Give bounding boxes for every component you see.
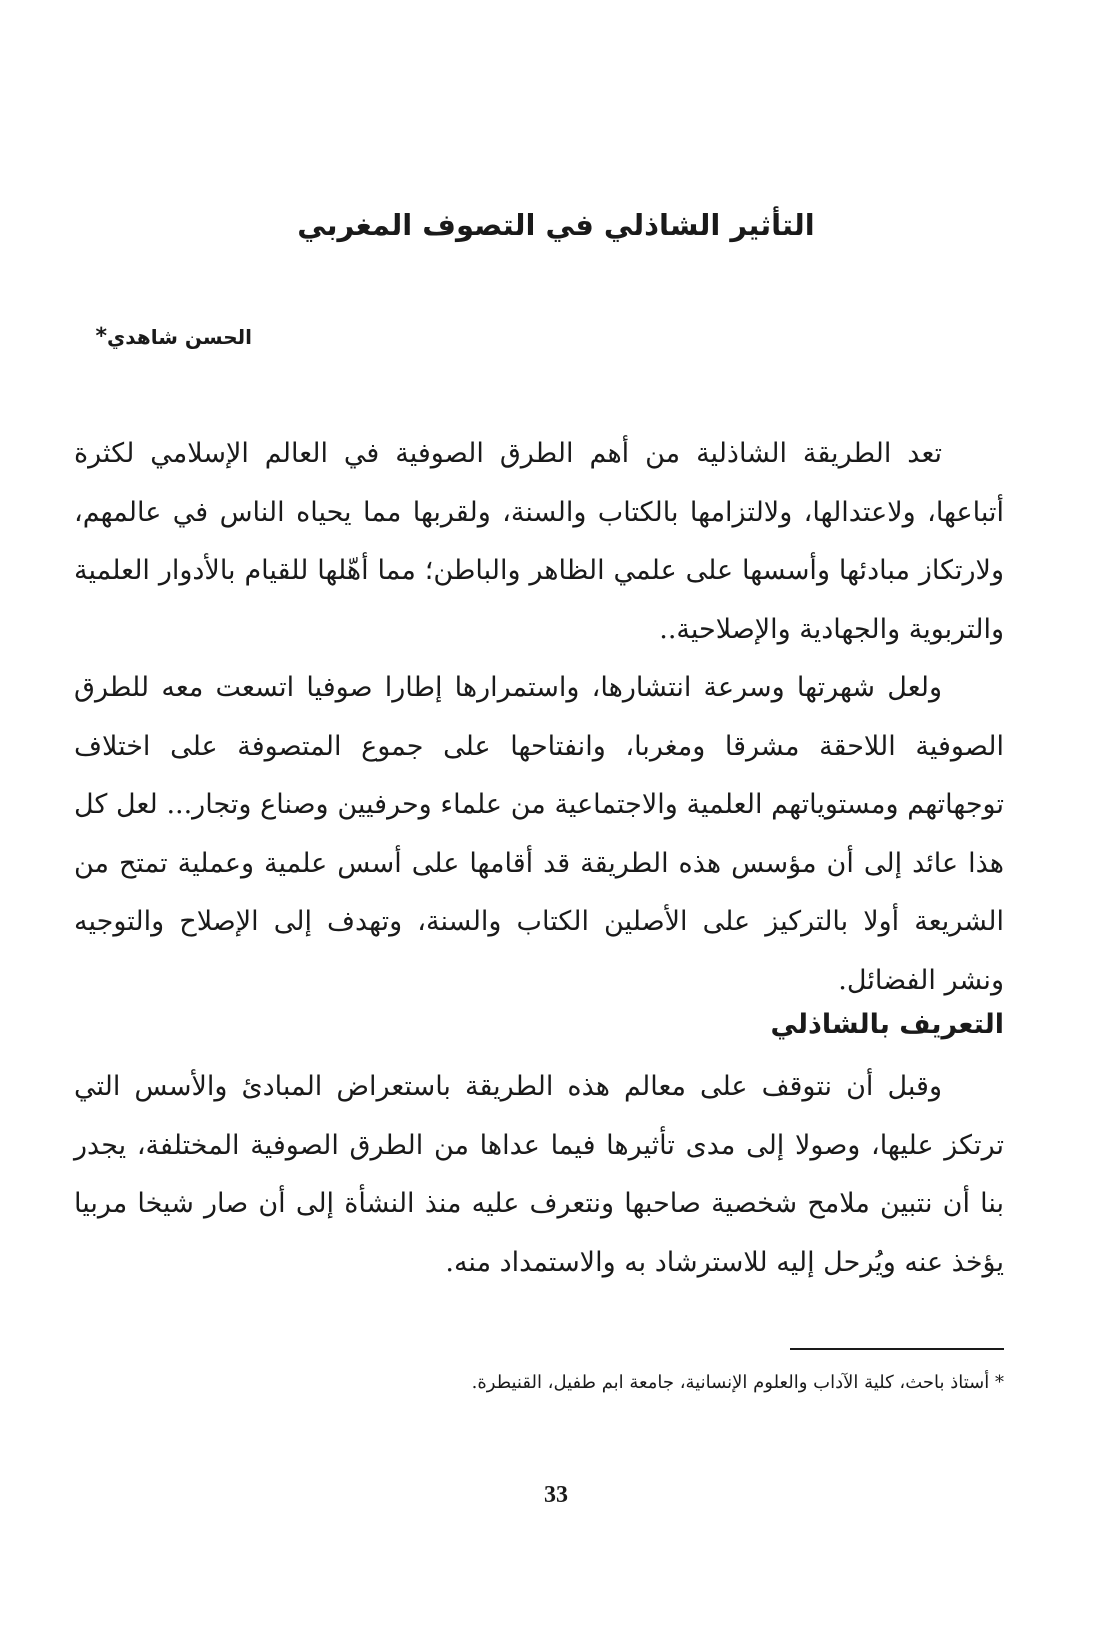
section-heading: التعريف بالشاذلي bbox=[770, 1009, 1004, 1040]
intro-paragraph-2: ولعل شهرتها وسرعة انتشارها، واستمرارها إطارا صوفيا اتسعت معه للطرق الصوفية اللاحقة مشرقا ومغربا، وانفتاحها على جموع المتصوفة على اختلاف توجهاتهم ومستوياتهم العلمية والاجتماعية من علماء وحرفيين وصناع وتجار... لعل كل هذا عائد إلى أن مؤسس هذه الطريقة قد أقامها على أسس علمية وعملية تمتح من الشريعة أولا بالتركيز على الأصلين الكتاب والسنة، وتهدف إلى الإصلاح والتوجيه ونشر الفضائل. bbox=[74, 672, 1004, 996]
intro-paragraph-1: تعد الطريقة الشاذلية من أهم الطرق الصوفية في العالم الإسلامي لكثرة أتباعها، ولاعتدالها، ولالتزامها بالكتاب والسنة، ولقربها مما يحياه الناس في عالمهم، ولارتكاز مبادئها وأسسها على علمي الظاهر والباطن؛ مما أهّلها للقيام بالأدوار العلمية والتربوية والجهادية والإصلاحية.. bbox=[74, 438, 1004, 645]
intro-section bbox=[74, 425, 1004, 1010]
footnote: * أستاذ باحث، كلية الآداب والعلوم الإنسانية، جامعة ابم طفيل، القنيطرة. bbox=[471, 1372, 1004, 1393]
page-number: 33 bbox=[544, 1482, 568, 1508]
section-paragraph-1: وقبل أن نتوقف على معالم هذه الطريقة باستعراض المبادئ والأسس التي ترتكز عليها، وصولا إلى مدى تأثيرها فيما عداها من الطرق الصوفية المختلفة، يجدر بنا أن نتبين ملامح شخصية صاحبها ونتعرف عليه منذ النشأة إلى أن صار شيخا مربيا يؤخذ عنه ويُرحل إليه للاسترشاد به والاستمداد منه. bbox=[74, 1071, 1004, 1278]
author-line bbox=[95, 322, 252, 352]
article-title: التأثير الشاذلي في التصوف المغربي bbox=[297, 208, 815, 242]
footnote-divider bbox=[790, 1348, 1004, 1350]
author-name: الحسن شاهدي bbox=[106, 325, 252, 349]
author-footnote-marker: * bbox=[95, 324, 107, 349]
section-body bbox=[74, 1058, 1004, 1292]
